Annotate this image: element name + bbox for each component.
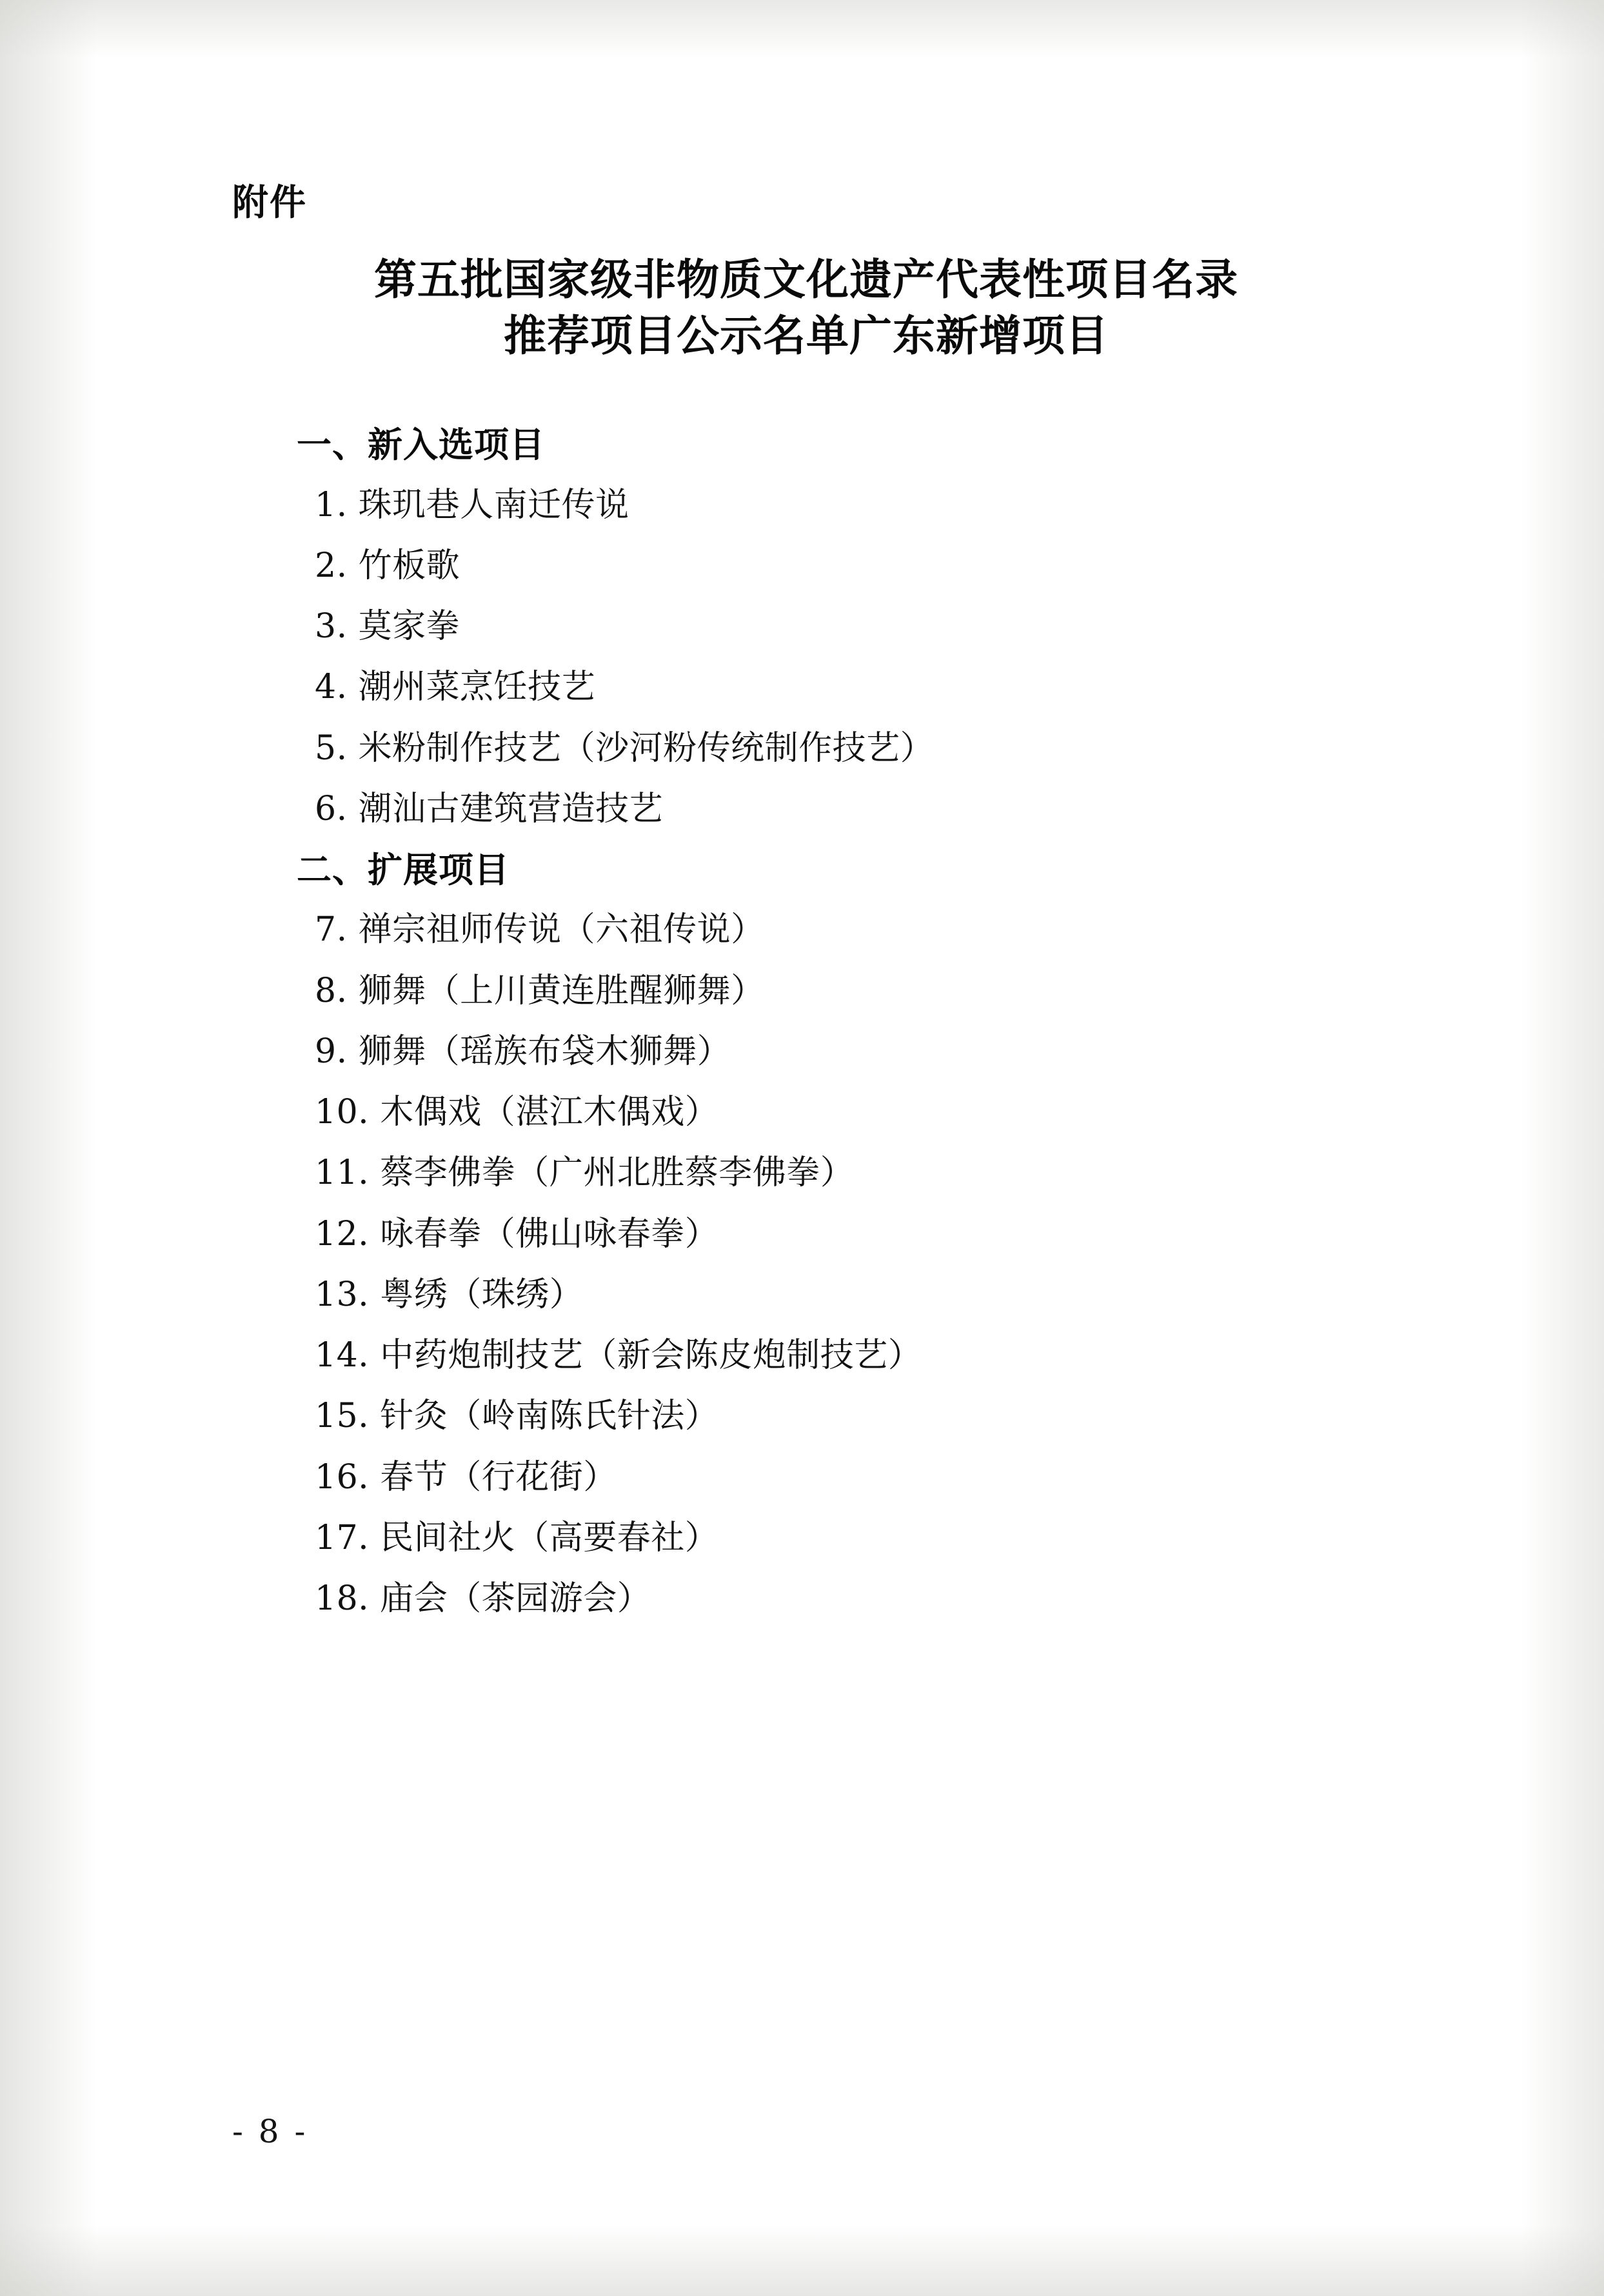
section-heading-new-entries: 一、新入选项目: [297, 424, 545, 466]
section-heading-expanded-items: 二、扩展项目: [297, 849, 510, 891]
list-item: 10. 木偶戏（湛江木偶戏）: [315, 1093, 719, 1132]
list-item: 9. 狮舞（瑶族布袋木狮舞）: [315, 1032, 731, 1071]
list-item: 4. 潮州菜烹饪技艺: [315, 668, 596, 707]
list-item: 5. 米粉制作技艺（沙河粉传统制作技艺）: [315, 728, 935, 768]
list-item: 3. 莫家拳: [315, 607, 460, 646]
list-item: 7. 禅宗祖师传说（六祖传说）: [315, 910, 765, 950]
page-title-line-1: 第五批国家级非物质文化遗产代表性项目名录: [374, 254, 1238, 304]
document-body: [232, 174, 1393, 1641]
list-item: 6. 潮汕古建筑营造技艺: [315, 789, 664, 828]
list-item: 14. 中药炮制技艺（新会陈皮炮制技艺）: [315, 1336, 922, 1375]
page-title: [232, 252, 1393, 364]
list-item: 16. 春节（行花街）: [315, 1457, 617, 1497]
list-item: 13. 粤绣（珠绣）: [315, 1275, 584, 1314]
list-item: 12. 咏春拳（佛山咏春拳）: [315, 1214, 719, 1253]
list-item: 15. 针灸（岭南陈氏针法）: [315, 1397, 719, 1436]
list-item: 1. 珠玑巷人南迁传说: [315, 485, 629, 524]
page-number: - 8 -: [232, 2113, 308, 2150]
list-item: 8. 狮舞（上川黄连胜醒狮舞）: [315, 971, 765, 1010]
attachment-label: 附件: [232, 181, 307, 224]
list-container: [232, 426, 1393, 1617]
page-title-line-2: 推荐项目公示名单广东新增项目: [504, 310, 1109, 361]
list-item: 2. 竹板歌: [315, 546, 460, 585]
list-item: 17. 民间社火（高要春社）: [315, 1518, 719, 1557]
list-item: 18. 庙会（茶园游会）: [315, 1579, 651, 1618]
list-item: 11. 蔡李佛拳（广州北胜蔡李佛拳）: [315, 1153, 855, 1193]
